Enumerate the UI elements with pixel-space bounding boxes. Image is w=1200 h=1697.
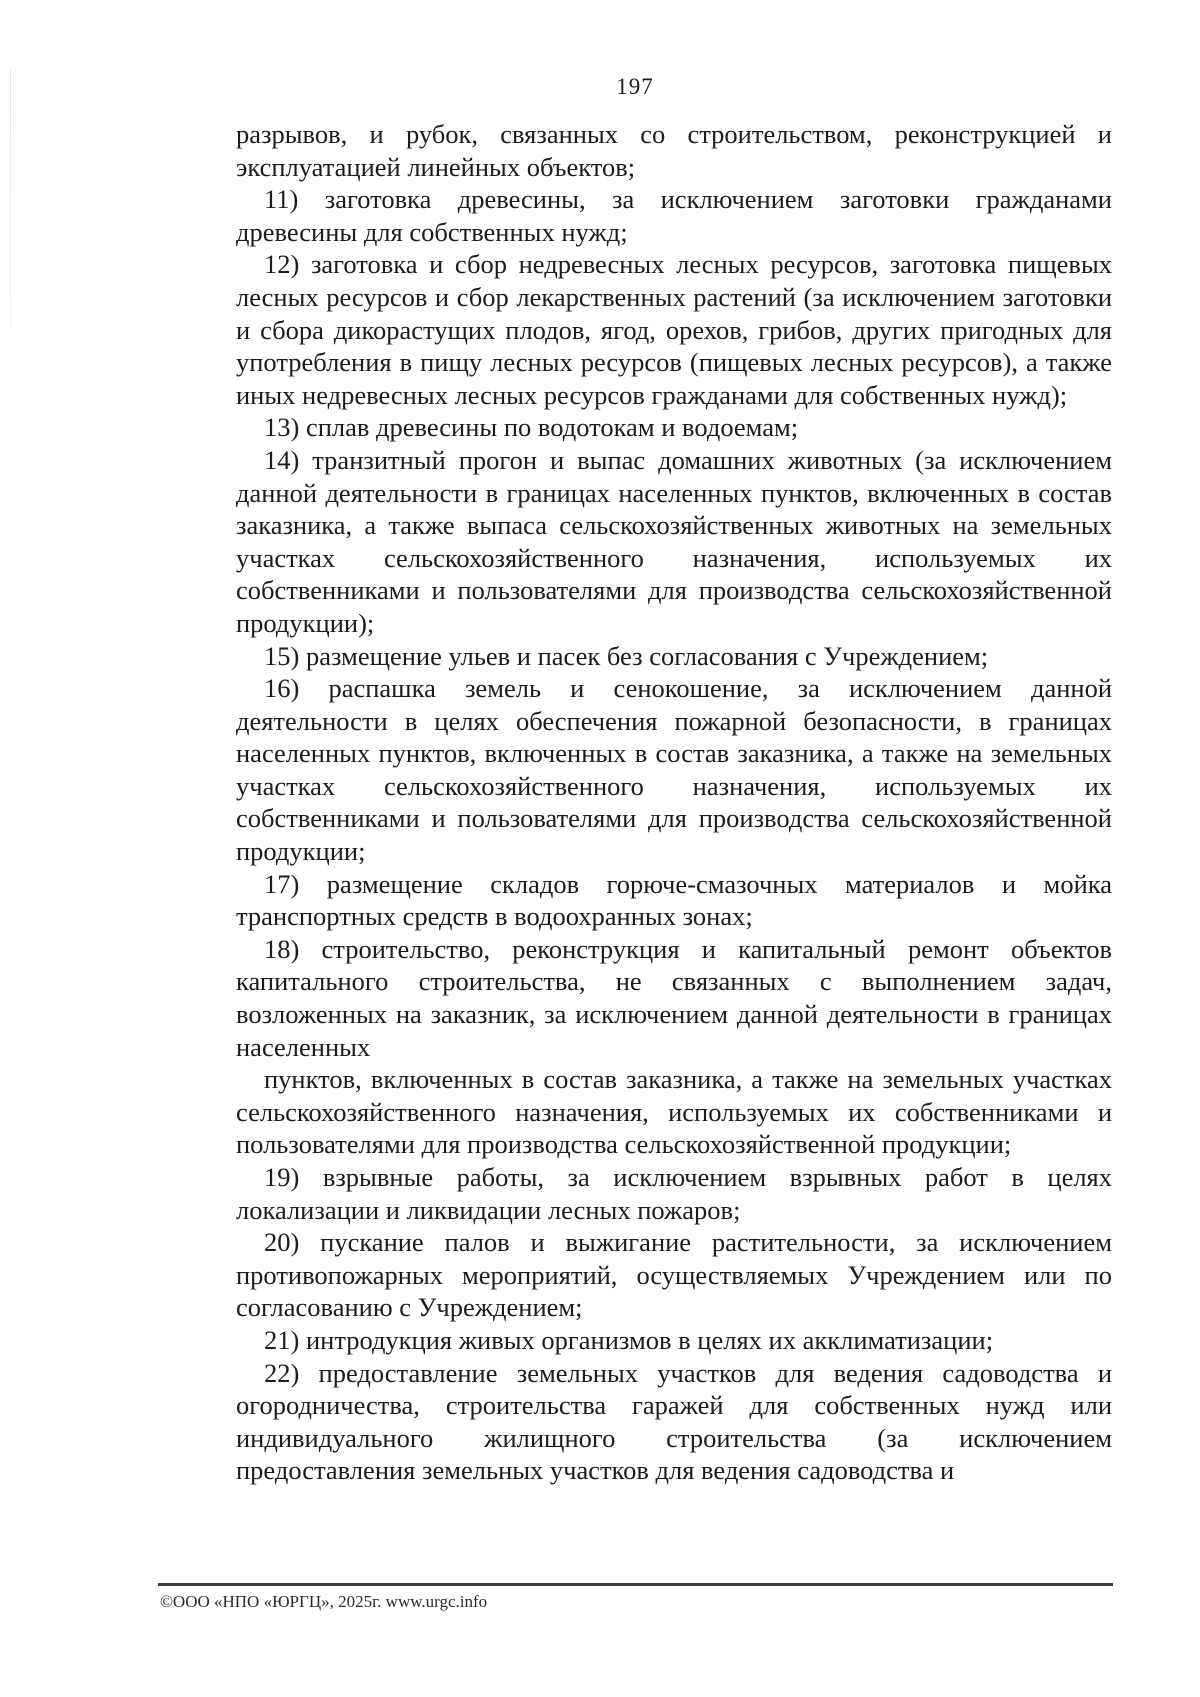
paragraph: 11) заготовка древесины, за исключением заготовки гражданами древесины для собственных нужд; <box>236 184 1112 247</box>
paragraph: 13) сплав древесины по водотокам и водоемам; <box>264 412 799 443</box>
paragraph: 20) пускание палов и выжигание растительности, за исключением противопожарных мероприятий, осуществляемых Учреждением или по согласованию с Учреждением; <box>236 1227 1112 1323</box>
paragraph: 12) заготовка и сбор недревесных лесных ресурсов, заготовка пищевых лесных ресурсов и сбор лекарственных растений (за исключением заготовки и сбора дикорастущих плодов, ягод, орехов, грибов, других пригодных для употребления в пищу лесных ресурсов (пищевых лесных ресурсов), а также иных недревесных лесных ресурсов гражданами для собственных нужд); <box>236 249 1112 410</box>
paragraph: 18) строительство, реконструкция и капитальный ремонт объектов капитального строительства, не связанных с выполнением задач, возложенных на заказник, за исключением данной деятельности в границах населенных <box>236 933 1112 1062</box>
paragraph: 19) взрывные работы, за исключением взрывных работ в целях локализации и ликвидации лесных пожаров; <box>236 1162 1112 1225</box>
footer-divider <box>158 1583 1113 1586</box>
scan-edge-mark <box>10 70 11 330</box>
paragraph: 14) транзитный прогон и выпас домашних животных (за исключением данной деятельности в границах населенных пунктов, включенных в состав заказника, а также выпаса сельскохозяйственных животных на земельных участках сельскохозяйственного назначения, используемых их собственниками и пользователями для производства сельскохозяйственной продукции); <box>236 444 1112 638</box>
paragraph: 17) размещение складов горюче-смазочных материалов и мойка транспортных средств в водоохранных зонах; <box>236 868 1112 932</box>
footer-copyright: ©ООО «НПО «ЮРГЦ», 2025г. www.urgc.info <box>160 1592 488 1611</box>
paragraph: 15) размещение ульев и пасек без согласования с Учреждением; <box>264 640 989 671</box>
paragraph: 16) распашка земель и сенокошение, за исключением данной деятельности в целях обеспечения пожарной безопасности, в границах населенных пунктов, включенных в состав заказника, а также на земельных участках сельскохозяйственного назначения, используемых их собственниками и пользователями для производства сельскохозяйственной продукции; <box>236 673 1112 867</box>
document-body <box>236 118 1112 1487</box>
paragraph: пунктов, включенных в состав заказника, а также на земельных участках сельскохозяйственного назначения, используемых их собственниками и пользователями для производства сельскохозяйственной продукции; <box>236 1064 1112 1160</box>
paragraph: разрывов, и рубок, связанных со строительством, реконструкцией и эксплуатацией линейных объектов; <box>236 119 1112 182</box>
page-number: 197 <box>616 74 654 99</box>
paragraph: 21) интродукция живых организмов в целях их акклиматизации; <box>264 1324 994 1355</box>
paragraph: 22) предоставление земельных участков для ведения садоводства и огородничества, строительства гаражей для собственных нужд или индивидуального жилищного строительства (за исключением предоставления земельных участков для ведения садоводства и <box>236 1357 1112 1486</box>
